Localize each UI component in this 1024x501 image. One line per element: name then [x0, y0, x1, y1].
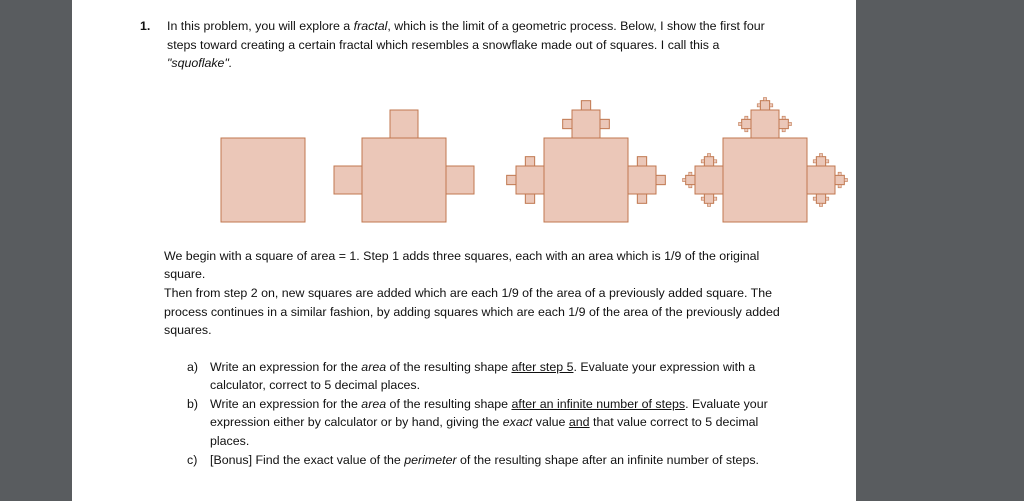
- qa-text-2: of the resulting shape: [386, 360, 512, 374]
- step-3-child-square: [714, 197, 717, 200]
- step-3-child-square: [704, 157, 713, 166]
- step-3-child-square: [813, 197, 816, 200]
- step-3-child-square: [819, 203, 822, 206]
- step-3-child-square: [788, 122, 791, 125]
- document-page: [72, 0, 856, 501]
- step-2-child-square: [507, 175, 516, 184]
- step-3-child-square: [714, 160, 717, 163]
- step-3-child-square: [689, 172, 692, 175]
- step-1-child-square: [334, 166, 362, 194]
- step-3-child-square: [745, 129, 748, 132]
- step-3-child-square: [782, 116, 785, 119]
- qb-area: area: [361, 397, 387, 411]
- step-3-child-square: [742, 119, 751, 128]
- step-3-child-square: [844, 178, 847, 181]
- question-b-line-3: places.: [210, 434, 250, 448]
- step-3-child-square: [701, 197, 704, 200]
- step-3-main-square: [723, 138, 807, 222]
- qc-text-2: of the resulting shape after an infinite number of steps.: [456, 453, 759, 467]
- step-3-child-square: [816, 194, 825, 203]
- step-2-child-square: [581, 101, 590, 110]
- step-3-child-square: [757, 104, 760, 107]
- step-2-child-square: [628, 166, 656, 194]
- step-3-child-square: [701, 160, 704, 163]
- step-3-child-square: [770, 104, 773, 107]
- step-1-child-square: [446, 166, 474, 194]
- question-b-label: b): [187, 397, 199, 411]
- question-a-line-2: calculator, correct to 5 decimal places.: [210, 378, 421, 392]
- qb-infinite-steps: after an infinite number of steps: [511, 397, 686, 411]
- step-2-main-square: [544, 138, 628, 222]
- problem-number: 1.: [140, 19, 151, 33]
- qb-text-1: Write an expression for the: [210, 397, 362, 411]
- intro-line-3: "squoflake".: [167, 56, 233, 70]
- step-1-child-square: [390, 110, 418, 138]
- question-c-line: [210, 451, 759, 469]
- step-3-child-square: [835, 175, 844, 184]
- qc-perimeter: perimeter: [404, 453, 457, 467]
- step-2-child-square: [637, 194, 646, 203]
- step-0-main-square: [221, 138, 305, 222]
- intro-line-2: steps toward creating a certain fractal which resembles a snowflake made out of squares. I call this a: [167, 38, 720, 52]
- para2-line-3: squares.: [164, 323, 212, 337]
- step-3-child-square: [819, 154, 822, 157]
- para1-line-2: square.: [164, 267, 206, 281]
- step-3-child-square: [763, 98, 766, 101]
- step-3-child-square: [760, 101, 769, 110]
- question-a-label: a): [187, 360, 199, 374]
- fractal-term: fractal: [353, 19, 388, 33]
- para2-line-1: Then from step 2 on, new squares are added which are each 1/9 of the area of a previously added square. The: [164, 286, 772, 300]
- step-3-child-square: [807, 166, 835, 194]
- intro-text-b: , which is the limit of a geometric process. Below, I show the first four: [387, 19, 765, 33]
- step-2-child-square: [563, 119, 572, 128]
- step-2-child-square: [637, 157, 646, 166]
- squoflake-figure: [72, 0, 856, 240]
- step-2-child-square: [656, 175, 665, 184]
- step-3-child-square: [813, 160, 816, 163]
- qb-and: and: [568, 415, 590, 429]
- step-1-main-square: [362, 138, 446, 222]
- step-3-child-square: [779, 119, 788, 128]
- step-3-child-square: [838, 172, 841, 175]
- step-3-child-square: [816, 157, 825, 166]
- step-3-child-square: [683, 178, 686, 181]
- para2-line-2: process continues in a similar fashion, by adding squares which are each 1/9 of the area of the previously added: [164, 305, 780, 319]
- step-3-child-square: [826, 160, 829, 163]
- qc-text-1: [Bonus] Find the exact value of the: [210, 453, 405, 467]
- step-3-child-square: [695, 166, 723, 194]
- step-2-child-square: [600, 119, 609, 128]
- step-2-child-square: [572, 110, 600, 138]
- qb-text-3: . Evaluate your: [685, 397, 768, 411]
- qb-text-4: expression either by calculator or by hand, giving the: [210, 415, 503, 429]
- step-3-child-square: [838, 185, 841, 188]
- para1-line-1: We begin with a square of area = 1. Step 1 adds three squares, each with an area which is 1/9 of the original: [164, 249, 760, 263]
- question-a-line-1: [210, 358, 755, 376]
- qb-text-5: value: [532, 415, 569, 429]
- qb-text-2: of the resulting shape: [386, 397, 512, 411]
- step-2-child-square: [516, 166, 544, 194]
- step-3-child-square: [689, 185, 692, 188]
- qa-area: area: [361, 360, 387, 374]
- step-3-child-square: [707, 203, 710, 206]
- step-3-child-square: [686, 175, 695, 184]
- step-3-child-square: [826, 197, 829, 200]
- step-3-child-square: [751, 110, 779, 138]
- step-3-child-square: [707, 154, 710, 157]
- step-3-child-square: [739, 122, 742, 125]
- question-c-label: c): [187, 453, 198, 467]
- step-3-child-square: [782, 129, 785, 132]
- step-2-child-square: [525, 194, 534, 203]
- qb-text-6: that value correct to 5 decimal: [589, 415, 759, 429]
- step-3-child-square: [704, 194, 713, 203]
- step-2-child-square: [525, 157, 534, 166]
- qa-text-3: . Evaluate your expression with a: [573, 360, 756, 374]
- intro-text-a: In this problem, you will explore a: [167, 19, 354, 33]
- step-3-child-square: [745, 116, 748, 119]
- question-b-line-2: [210, 413, 758, 431]
- question-b-line-1: [210, 395, 768, 413]
- qa-after-step: after step 5: [511, 360, 574, 374]
- qb-exact: exact: [502, 415, 533, 429]
- qa-text-1: Write an expression for the: [210, 360, 362, 374]
